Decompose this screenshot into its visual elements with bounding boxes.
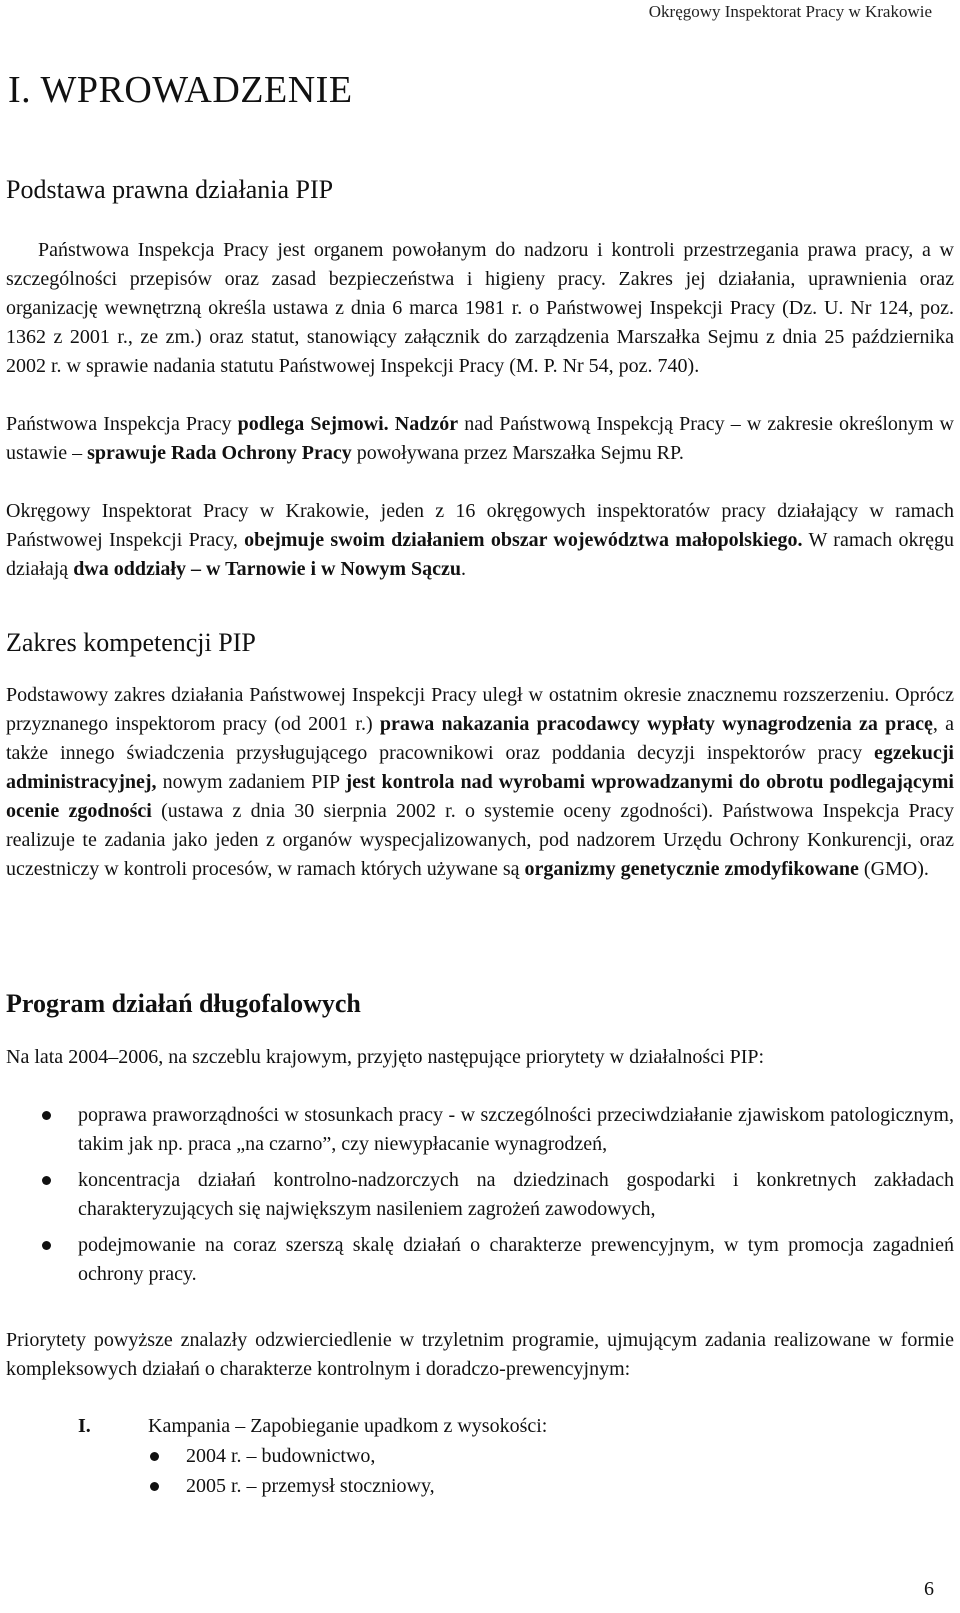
emphasis: prawa nakazania pracodawcy wypłaty wynagrodzenia za pracę — [379, 713, 933, 735]
text: , a także innego świadczenia przysługującego pracownikowi oraz poddania decyzji inspektorów pracy — [6, 713, 955, 764]
paragraph-priorities-intro: Na lata 2004–2006, na szczeblu krajowym, przyjęto następujące priorytety w działalności PIP: — [6, 1046, 765, 1068]
text: W ramach okręgu działają — [6, 529, 954, 580]
text: powoływana przez Marszałka Sejmu RP. — [351, 442, 684, 464]
emphasis: egzekucji administracyjnej, — [6, 742, 954, 793]
text: . — [461, 558, 466, 580]
emphasis: podlega Sejmowi. — [237, 413, 389, 435]
list-item: podejmowanie na coraz szerszą skalę działań o charakterze prewencyjnym, w tym promocja zagadnień ochrony pracy. — [78, 1231, 954, 1289]
section-title-competences: Zakres kompetencji PIP — [6, 628, 256, 657]
text: nad Państwową Inspekcją Pracy – w zakresie określonym w ustawie – — [6, 413, 955, 464]
text: Podstawowy zakres działania Państwowej Inspekcji Pracy uległ w ostatnim okresie znacznemu rozszerzeniu. Oprócz przyznanego inspektorom pracy (od 2001 r.) — [6, 684, 954, 735]
paragraph-competences — [6, 681, 954, 884]
list-item: 2005 r. – przemysł stoczniowy, — [186, 1471, 435, 1501]
section-title-long-term-program: Program działań długofalowych — [6, 989, 361, 1018]
list-item: koncentracja działań kontrolno-nadzorczych na dziedzinach gospodarki i konkretnych zakładach charakteryzujących się największym nasileniem zagrożeń zawodowych, — [78, 1166, 954, 1224]
list-item: 2004 r. – budownictwo, — [186, 1441, 435, 1471]
campaign-heading — [78, 1412, 547, 1441]
list-item: poprawa praworządności w stosunkach pracy - w szczególności przeciwdziałanie zjawiskom patologicznym, takim jak np. praca „na czarno”, czy niewypłacanie wynagrodzeń, — [78, 1101, 954, 1159]
campaign-items — [186, 1441, 435, 1501]
text: Państwowa Inspekcja Pracy — [6, 413, 238, 435]
text: (GMO). — [858, 858, 929, 880]
emphasis: Nadzór — [394, 413, 459, 435]
emphasis: sprawuje Rada Ochrony Pracy — [87, 442, 352, 464]
text: nowym zadaniem PIP — [156, 771, 346, 793]
emphasis: organizmy genetycznie zmodyfikowane — [524, 858, 859, 880]
priority-list — [78, 1101, 954, 1296]
paragraph-program: Priorytety powyższe znalazły odzwierciedlenie w trzyletnim programie, ujmującym zadania realizowane w formie kompleksowych działań o charakterze kontrolnym i doradczo-prewencyjnym: — [6, 1329, 954, 1380]
running-header: Okręgowy Inspektorat Pracy w Krakowie — [648, 2, 932, 21]
paragraph-legal-basis: Państwowa Inspekcja Pracy jest organem powołanym do nadzoru i kontroli przestrzegania prawa pracy, a w szczególności przepisów oraz zasad bezpieczeństwa i higieny pracy. Zakres jej działania, uprawnienia oraz organizację wewnętrzną określa ustawa z dnia 6 marca 1981 r. o Państwowej Inspekcji Pracy (Dz. U. Nr 124, poz. 1362 z 2001 r., ze zm.) oraz statut, stanowiący załącznik do zarządzenia Marszałka Sejmu z dnia 25 października 2002 r. w sprawie nadania statutu Państwowej Inspekcji Pracy (M. P. Nr 54, poz. 740). — [6, 239, 954, 377]
emphasis: obejmuje swoim działaniem obszar województwa małopolskiego. — [244, 529, 803, 551]
chapter-title: I. WPROWADZENIE — [8, 69, 353, 111]
emphasis: dwa oddziały – w Tarnowie i w Nowym Sączu — [73, 558, 461, 580]
campaign-number: I. — [78, 1415, 91, 1437]
emphasis: jest kontrola nad wyrobami wprowadzanymi do obrotu podlegającymi ocenie zgodności — [6, 771, 954, 822]
section-title-legal-basis: Podstawa prawna działania PIP — [6, 175, 334, 204]
text: Okręgowy Inspektorat Pracy w Krakowie, jeden z 16 okręgowych inspektoratów pracy działający w ramach Państwowej Inspekcji Pracy, — [6, 500, 954, 551]
page-number: 6 — [924, 1578, 934, 1600]
campaign-title: Kampania – Zapobieganie upadkom z wysokości: — [148, 1415, 548, 1437]
paragraph-supervision — [6, 410, 954, 468]
text: (ustawa z dnia 30 sierpnia 2002 r. o systemie oceny zgodności). Państwowa Inspekcja Pracy realizuje te zadania jako jeden z organów wyspecjalizowanych, pod nadzorem Urzędu Ochrony Konkurencji, oraz uczestniczy w kontroli procesów, w ramach których używane są — [6, 800, 954, 880]
paragraph-inspectorate — [6, 497, 954, 584]
